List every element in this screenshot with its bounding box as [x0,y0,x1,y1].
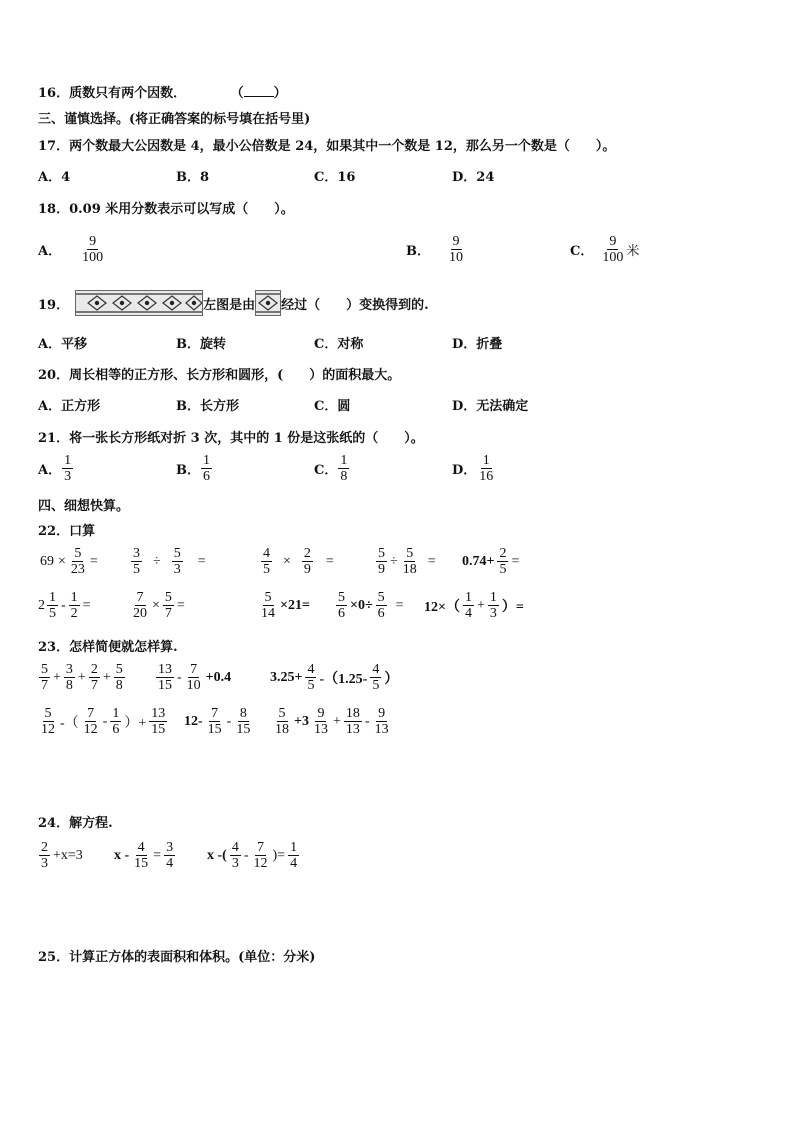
pattern-strip-image [75,290,203,316]
q22-title: 22．口算 [38,524,96,539]
fraction: $\frac{9}{10}$ [449,234,463,265]
q22-expr-7: $\frac{7}{20}$ × $\frac{5}{7}$ = [133,590,185,621]
fraction: $\frac{1}{6}$ [203,453,210,484]
q22-expr-4: $\frac{5}{9}$ ÷ $\frac{5}{18}$ = [378,546,436,577]
pattern-unit-image [255,290,281,316]
q22-expr-8: $\frac{5}{14}$ ×21= [261,590,310,621]
q19-option-a[interactable]: A．平移 [38,337,88,352]
q24-equation-2: x - $\frac{4}{15}$ = $\frac{3}{4}$ [114,840,174,871]
answer-blank[interactable] [244,86,274,97]
q19-option-d[interactable]: D．折叠 [452,337,503,352]
q21-option-a[interactable]: A． $\frac{1}{3}$ [38,453,72,484]
q23-expr-3: 3.25+ $\frac{4}{5}$ -（1.25- $\frac{4}{5}$ ） [270,662,399,693]
q17-option-d[interactable]: D．24 [452,170,495,185]
q21-option-c[interactable]: C． $\frac{1}{8}$ [314,453,348,484]
q24-title: 24．解方程. [38,816,113,831]
q19-text: 19． 左图是由 经过（ ）变换得到的. [38,290,429,316]
fraction: $\frac{1}{16}$ [479,453,494,484]
section-4-heading: 四、细想快算。 [38,499,130,514]
q23-expr-4: $\frac{5}{12}$ -（ $\frac{7}{12}$ - $\frac{1}{6}$ ）+ $\frac{13}{15}$ [41,706,166,737]
q23-title: 23．怎样简便就怎样算. [38,640,178,655]
q17-option-c[interactable]: C．16 [314,170,356,185]
q22-expr-6: 2 $\frac{1}{5}$ - $\frac{1}{2}$ = [38,590,91,621]
q22-expr-3: $\frac{4}{5}$ × $\frac{2}{9}$ = [263,546,334,577]
q20-option-b[interactable]: B．长方形 [176,399,239,414]
q23-expr-1: $\frac{5}{7}$ + $\frac{3}{8}$ + $\frac{2}{7}$ + $\frac{5}{8}$ [41,662,123,693]
fraction: $\frac{9}{100}$ [82,234,104,265]
q17-option-b[interactable]: B．8 [176,170,210,185]
q22-expr-1: 69 × $\frac{5}{23}$ = [40,546,98,577]
fraction: $\frac{1}{8}$ [340,453,348,484]
q22-expr-10: 12×（ $\frac{1}{4}$ + $\frac{1}{3}$ ）= [424,590,524,621]
q20-text: 20．周长相等的正方形、长方形和圆形，( ）的面积最大。 [38,368,401,383]
section-3-heading: 三、谨慎选择。(将正确答案的标号填在括号里) [38,112,311,127]
fraction: $\frac{9}{100}$ [602,234,624,265]
q21-text: 21．将一张长方形纸对折 3 次，其中的 1 份是这张纸的（ ）。 [38,431,424,446]
q16: 16．质数只有两个因数． （ ） [38,86,287,101]
q17-option-a[interactable]: A．4 [38,170,71,185]
q18-option-b[interactable]: B． $\frac{9}{10}$ [406,234,463,265]
q19-option-c[interactable]: C．对称 [314,337,364,352]
q21-option-d[interactable]: D． $\frac{1}{16}$ [452,453,494,484]
q21-option-b[interactable]: B． $\frac{1}{6}$ [176,453,210,484]
q24-equation-3: x -( $\frac{4}{3}$ - $\frac{7}{12}$ )= $\frac{1}{4}$ [207,840,298,871]
q18-text: 18．0.09 米用分数表示可以写成（ ）。 [38,202,294,217]
q18-option-a[interactable]: A． $\frac{9}{100}$ [38,234,104,265]
q18-option-c[interactable]: C． $\frac{9}{100}$ 米 [570,234,640,265]
q20-option-a[interactable]: A．正方形 [38,399,101,414]
q22-expr-2: $\frac{3}{5}$ ÷ $\frac{5}{3}$ = [133,546,206,577]
q23-expr-5: 12- $\frac{7}{15}$ - $\frac{8}{15}$ [184,706,251,737]
q20-option-c[interactable]: C．圆 [314,399,351,414]
q20-option-d[interactable]: D．无法确定 [452,399,529,414]
q22-expr-5: 0.74+ $\frac{2}{5}$ = [462,546,520,577]
q24-equation-1: $\frac{2}{3}$ +x=3 [41,840,83,871]
q25-text: 25．计算正方体的表面积和体积。(单位：分米) [38,950,316,965]
q22-expr-9: $\frac{5}{6}$ ×0÷ $\frac{5}{6}$ = [338,590,404,621]
q23-expr-2: $\frac{13}{15}$ - $\frac{7}{10}$ +0.4 [158,662,232,693]
q19-option-b[interactable]: B．旋转 [176,337,226,352]
q17-text: 17．两个数最大公因数是 4，最小公倍数是 24，如果其中一个数是 12，那么另一个数是（ ）。 [38,139,616,154]
q23-expr-6: $\frac{5}{18}$ +3 $\frac{9}{13}$ + $\frac{18}{13}$ - $\frac{9}{13}$ [275,706,389,737]
fraction: $\frac{1}{3}$ [64,453,72,484]
